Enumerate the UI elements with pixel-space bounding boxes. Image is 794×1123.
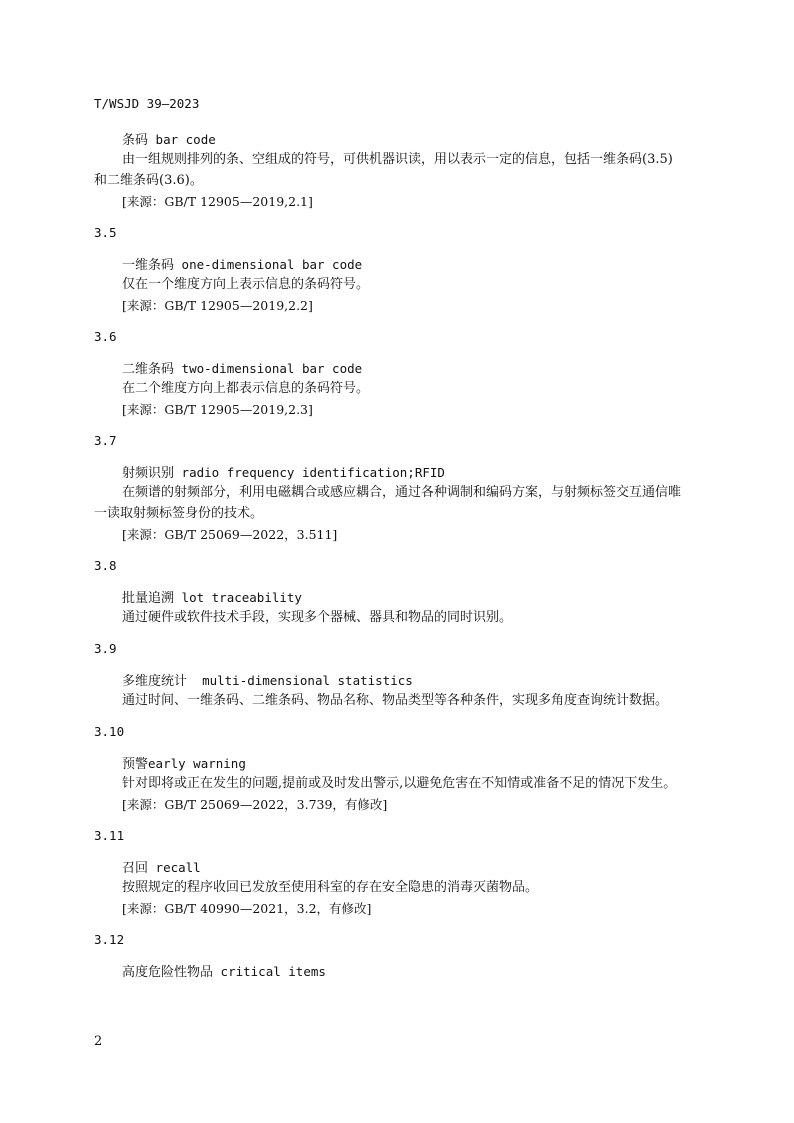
definition-line: 按照规定的程序收回已发放至使用科室的存在安全隐患的消毒灭菌物品。 xyxy=(122,880,539,895)
definition-line: 通过硬件或软件技术手段，实现多个器械、器具和物品的同时识别。 xyxy=(122,610,513,625)
definition-line: 在频谱的射频部分，利用电磁耦合或感应耦合，通过各种调制和编码方案，与射频标签交互通信唯 xyxy=(122,485,682,500)
page-number: 2 xyxy=(94,1034,103,1049)
term-english: multi-dimensional statistics xyxy=(187,673,413,688)
term-chinese: 射频识别 xyxy=(122,466,175,481)
document-header-id: T/WSJD 39—2023 xyxy=(94,96,200,111)
definition-line: 在二个维度方向上都表示信息的条码符号。 xyxy=(122,381,370,396)
clause-number: 3.5 xyxy=(94,225,117,240)
clause-number: 3.8 xyxy=(94,558,117,573)
term-chinese: 一维条码 xyxy=(122,258,175,273)
term-line xyxy=(122,857,201,879)
definition-line: 和二维条码(3.6)。 xyxy=(94,173,203,188)
term-line xyxy=(122,587,302,609)
term-english: radio frequency identification;RFID xyxy=(174,465,445,480)
term-english: critical items xyxy=(213,964,326,979)
source-citation: [来源：GB/T 12905—2019,2.3] xyxy=(122,402,313,417)
source-citation: [来源：GB/T 25069—2022，3.511] xyxy=(122,527,338,542)
term-chinese: 批量追溯 xyxy=(122,591,175,606)
term-line xyxy=(122,129,216,151)
term-chinese: 条码 xyxy=(122,133,149,148)
definition-line: 一读取射频标签身份的技术。 xyxy=(94,506,264,521)
clause-number: 3.7 xyxy=(94,433,117,448)
source-citation: [来源：GB/T 12905—2019,2.1] xyxy=(122,194,313,209)
definition-line: 仅在一个维度方向上表示信息的条码符号。 xyxy=(122,277,370,292)
term-line xyxy=(122,358,362,380)
term-english: lot traceability xyxy=(174,590,302,605)
term-chinese: 预警 xyxy=(122,757,149,772)
term-english: bar code xyxy=(148,132,216,147)
term-chinese: 召回 xyxy=(122,861,149,876)
term-english: one-dimensional bar code xyxy=(174,257,363,272)
term-chinese: 多维度统计 xyxy=(122,674,188,689)
clause-number: 3.6 xyxy=(94,329,117,344)
clause-number: 3.11 xyxy=(94,828,125,843)
term-chinese: 二维条码 xyxy=(122,362,175,377)
term-line xyxy=(122,753,246,775)
clause-number: 3.9 xyxy=(94,641,117,656)
term-line xyxy=(122,254,362,276)
definition-line: 针对即将或正在发生的问题,提前或及时发出警示,以避免危害在不知情或准备不足的情况下发生。 xyxy=(122,776,677,791)
term-english: two-dimensional bar code xyxy=(174,361,363,376)
term-chinese: 高度危险性物品 xyxy=(122,965,214,980)
definition-line: 由一组规则排列的条、空组成的符号，可供机器识读，用以表示一定的信息，包括一维条码(3.5) xyxy=(122,152,673,167)
term-line xyxy=(122,462,445,484)
clause-number: 3.12 xyxy=(94,932,125,947)
definition-line: 通过时间、一维条码、二维条码、物品名称、物品类型等各种条件，实现多角度查询统计数据。 xyxy=(122,693,669,708)
term-english: recall xyxy=(148,860,201,875)
term-line xyxy=(122,961,326,983)
source-citation: [来源：GB/T 25069—2022，3.739，有修改] xyxy=(122,797,388,812)
source-citation: [来源：GB/T 40990—2021，3.2，有修改] xyxy=(122,901,372,916)
term-line xyxy=(122,670,413,692)
source-citation: [来源：GB/T 12905—2019,2.2] xyxy=(122,298,313,313)
clause-number: 3.10 xyxy=(94,724,125,739)
term-english: early warning xyxy=(148,756,246,771)
